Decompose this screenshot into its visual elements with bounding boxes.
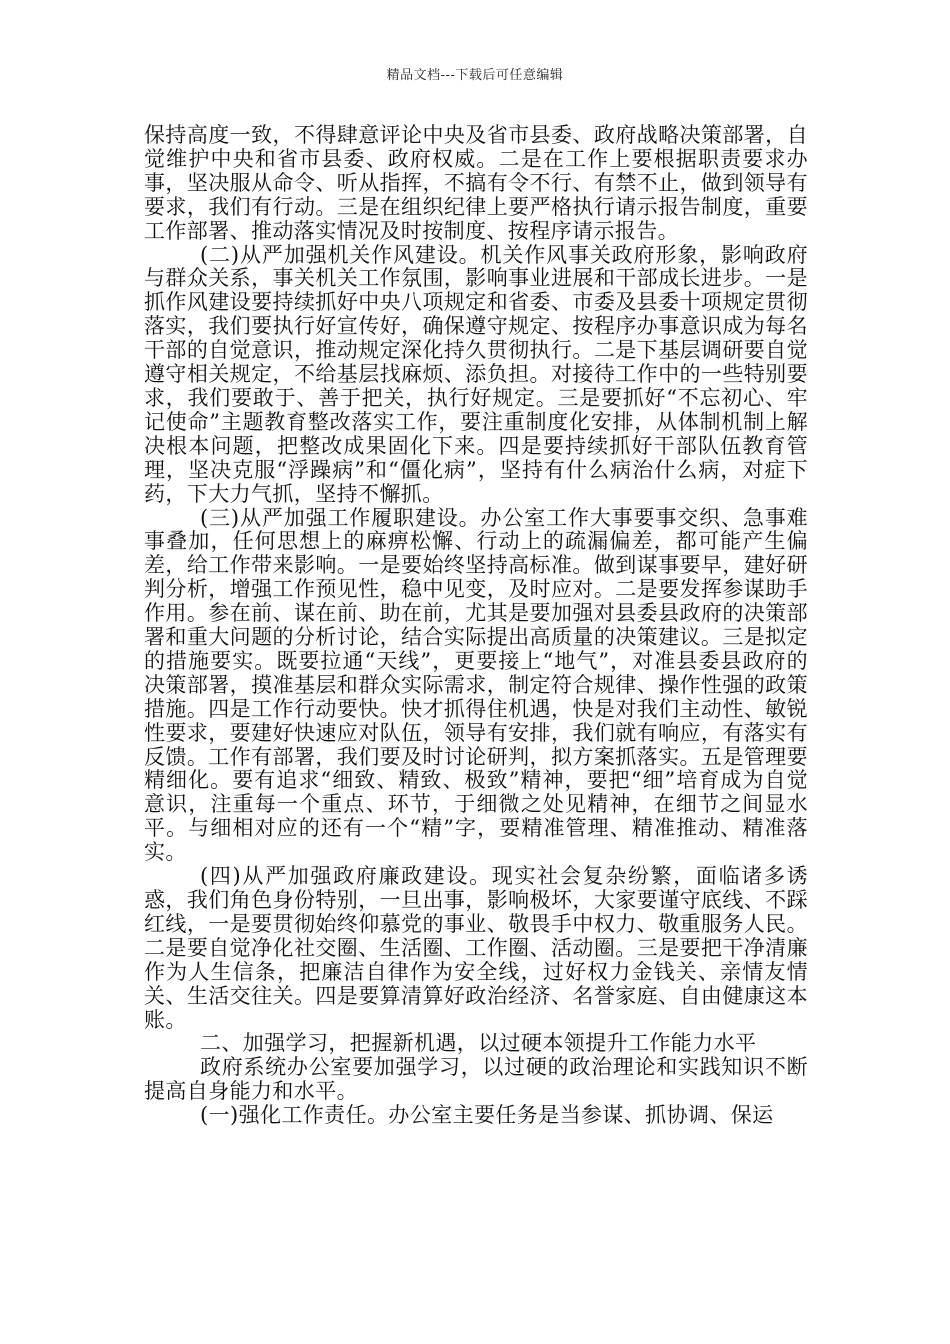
paragraph-duty-performance: (三)从严加强工作履职建设。办公室工作大事要事交织、急事难事叠加，任何思想上的麻痹松懈、行动上的疏漏偏差，都可能产生偏差，给工作带来影响。一是要始终坚持高标准。做到谋事要早，建好研判分析，增强工作预见性，稳中见变，及时应对。二是要发挥参谋助手作用。参在前、谋在前、助在前，尤其是要加强对县委县政府的决策部署和重大问题的分析讨论，结合实际提出高质量的决策建议。三是拟定的措施要实。既要拉通“天线”，更要接上“地气”，对准县委县政府的决策部署，摸准基层和群众实际需求，制定符合规律、操作性强的政策措施。四是工作行动要快。快才抓得住机遇，快是对我们主动性、敏锐性要求，要建好快速应对队伍，领导有安排，我们就有响应，有落实有反馈。工作有部署，我们要及时讨论研判，拟方案抓落实。五是管理要精细化。要有追求“细致、精致、极致”精神，要把“细”培育成为自觉意识，注重每一个重点、环节，于细微之处见精神，在细节之间显水平。与细相对应的还有一个“精”字，要精准管理、精准推动、精准落实。: [144, 505, 808, 865]
paragraph-work-style: (二)从严加强机关作风建设。机关作风事关政府形象，影响政府与群众关系，事关机关工作氛围，影响事业进展和干部成长进步。一是抓作风建设要持续抓好中央八项规定和省委、市委及县委十项规定贯彻落实，我们要执行好宣传好，确保遵守规定、按程序办事意识成为每名干部的自觉意识，推动规定深化持久贯彻执行。二是下基层调研要自觉遵守相关规定，不给基层找麻烦、添负担。对接待工作中的一些特别要求，我们要敢于、善于把关，执行好规定。三是要抓好“不忘初心、牢记使命”主题教育整改落实工作，要注重制度化安排，从体制机制上解决根本问题，把整改成果固化下来。四是要持续抓好干部队伍教育管理，坚决克服“浮躁病”和“僵化病”，坚持有什么病治什么病，对症下药，下大力气抓，坚持不懈抓。: [144, 242, 808, 506]
paragraph-integrity: (四)从严加强政府廉政建设。现实社会复杂纷繁，面临诸多诱惑，我们角色身份特别，一旦出事，影响极坏，大家要谨守底线、不踩红线，一是要贯彻始终仰慕党的事业、敬畏手中权力、敬重服务人民。二是要自觉净化社交圈、生活圈、工作圈、活动圈。三是要把干净清廉作为人生信条，把廉洁自律作为安全线，过好权力金钱关、亲情友情关、生活交往关。四是要算清算好政治经济、名誉家庭、自由健康这本账。: [144, 864, 808, 1032]
page-header: 精品文档---下载后可任意编辑: [386, 68, 564, 83]
document-body: [144, 124, 808, 1128]
paragraph-continuation: 保持高度一致，不得肆意评论中央及省市县委、政府战略决策部署，自觉维护中央和省市县委、政府权威。二是在工作上要根据职责要求办事，坚决服从命令、听从指挥，不搞有令不行、有禁不止，做到领导有要求，我们有行动。三是在组织纪律上要严格执行请示报告制度，重要工作部署、推动落实情况及时按制度、按程序请示报告。: [144, 123, 808, 243]
paragraph-learning: 政府系统办公室要加强学习，以过硬的政治理论和实践知识不断提高自身能力和水平。: [144, 1055, 808, 1104]
section-heading-2: 二、加强学习，把握新机遇，以过硬本领提升工作能力水平: [200, 1031, 757, 1056]
paragraph-responsibility: (一)强化工作责任。办公室主要任务是当参谋、抓协调、保运: [200, 1103, 774, 1128]
